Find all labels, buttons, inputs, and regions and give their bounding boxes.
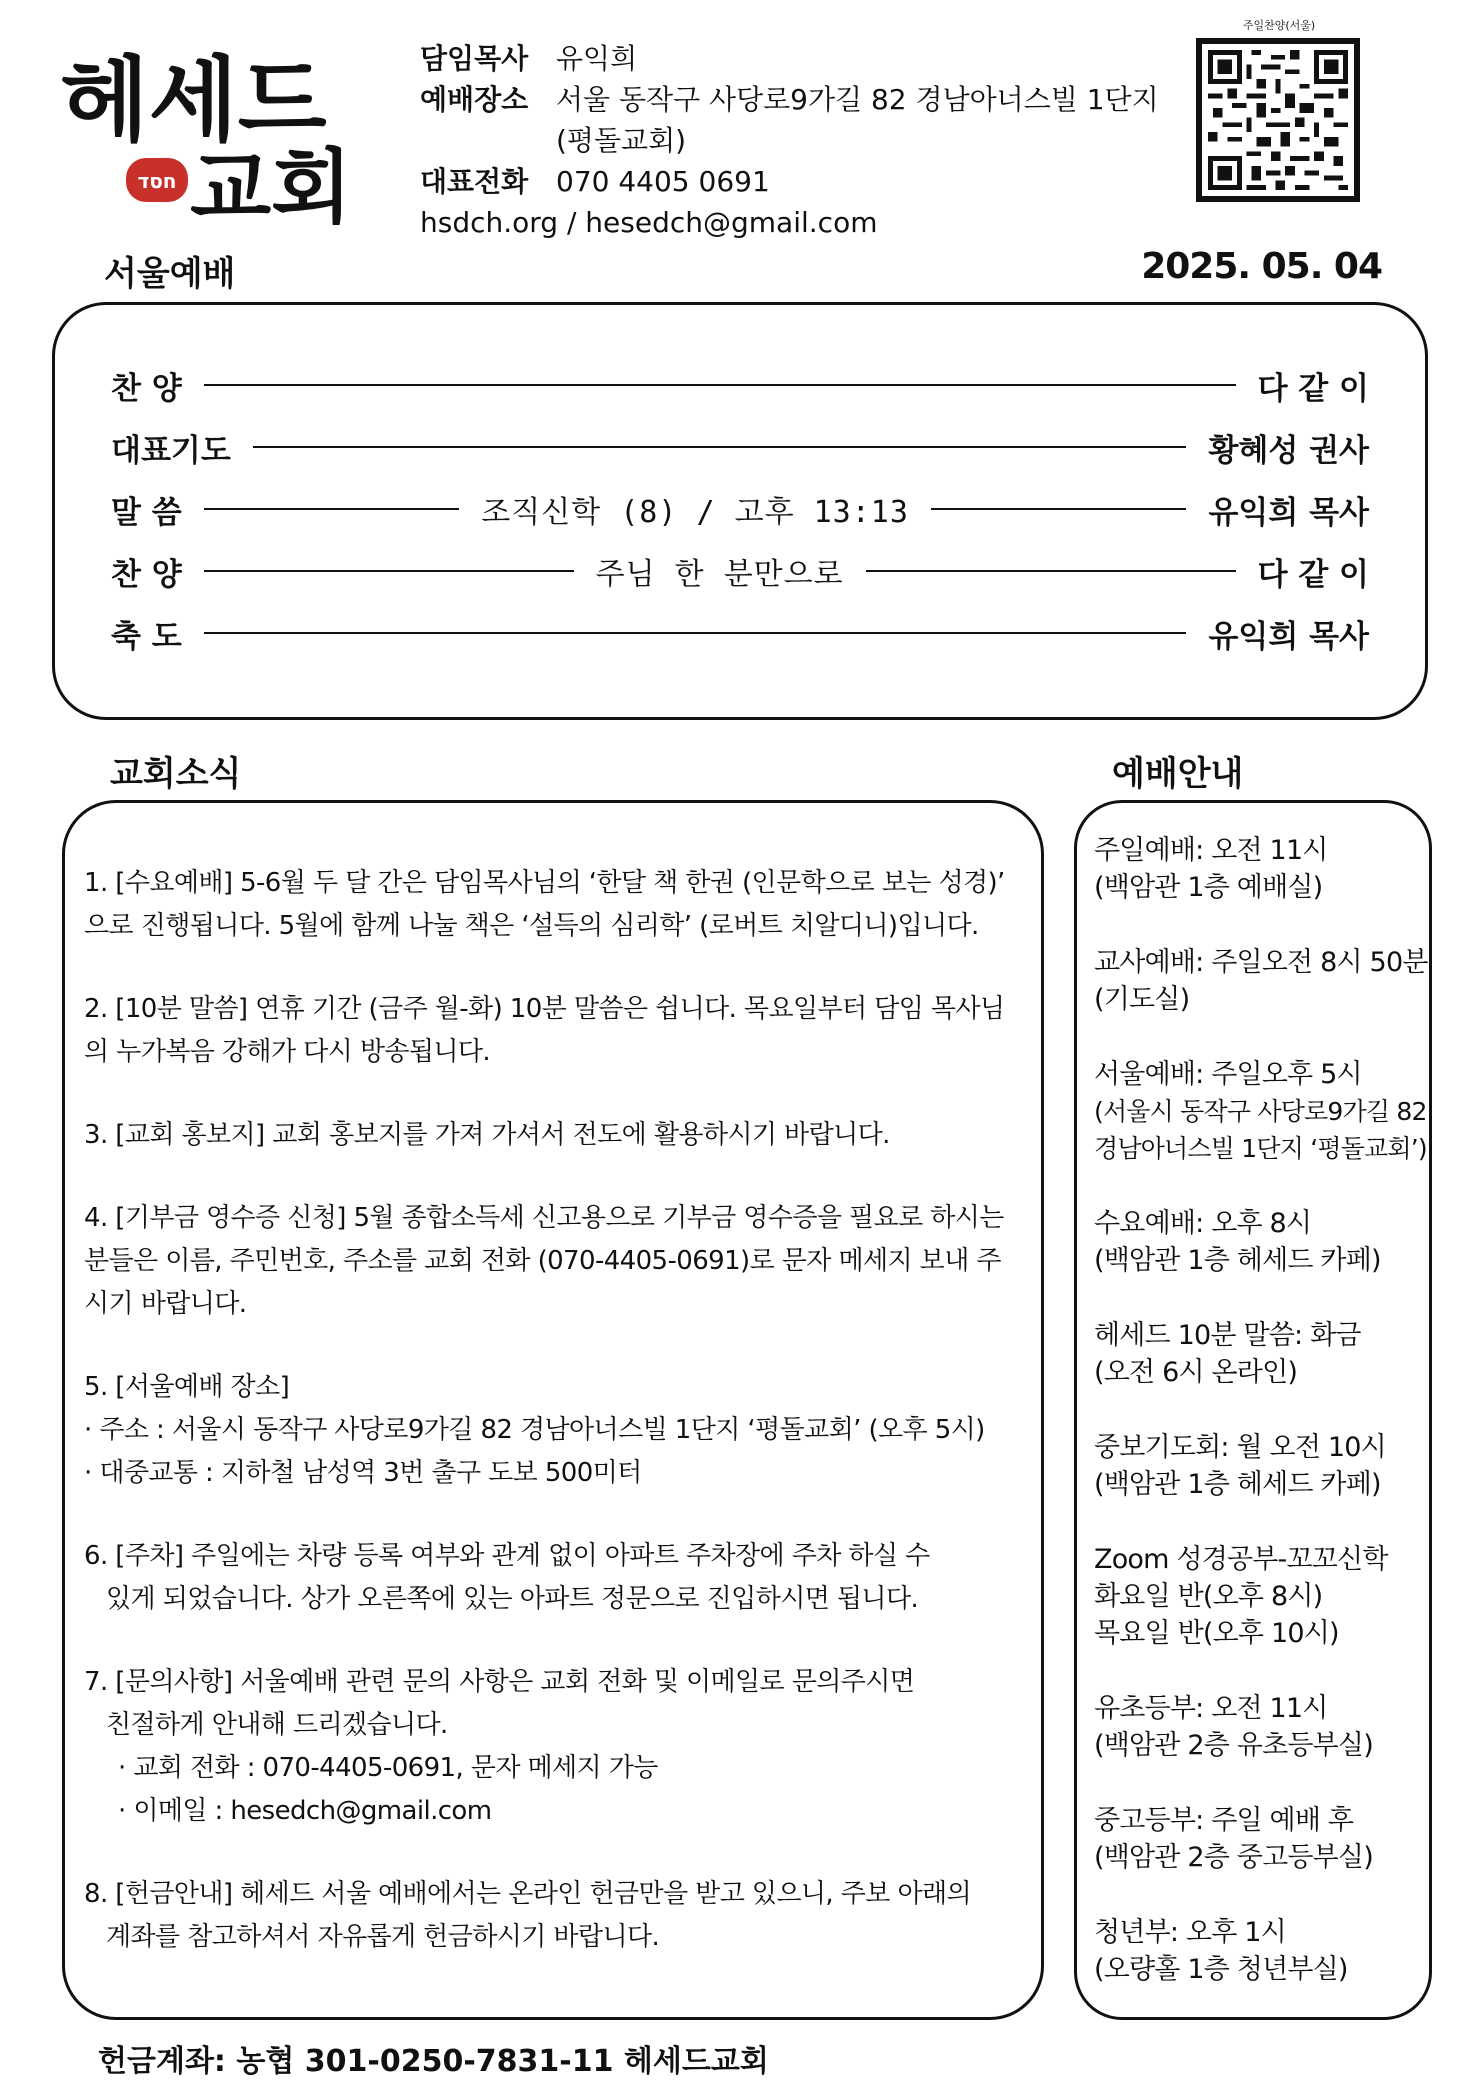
news-line: 있게 되었습니다. 상가 오른쪽에 있는 아파트 정문으로 진입하시면 됩니다. <box>106 1584 919 1614</box>
news-item <box>84 1366 1024 1495</box>
svg-text:חסד: חסד <box>137 169 177 193</box>
news-line: 4. [기부금 영수증 신청] 5월 종합소득세 신고용으로 기부금 영수증을 필요로 하시는 <box>84 1203 1004 1233</box>
guide-item <box>1094 944 1428 1018</box>
leader-line <box>204 570 574 572</box>
guide-line: 헤세드 10분 말씀: 화금 <box>1094 1320 1361 1351</box>
guide-line: (백암관 1층 헤세드 카페) <box>1094 1469 1381 1500</box>
guide-item <box>1094 1802 1424 1876</box>
order-content: 주님 한 분만으로 <box>595 557 844 592</box>
order-leader: 유익희 목사 <box>1208 618 1369 655</box>
location-line2: (평돌교회) <box>556 124 687 157</box>
news-line: 계좌를 참고하셔서 자유롭게 헌금하시기 바랍니다. <box>106 1922 660 1952</box>
news-item <box>84 862 1024 948</box>
order-content: 조직신학 (8) / 고후 13:13 <box>481 495 909 530</box>
worship-order-panel <box>52 302 1428 720</box>
guide-item <box>1094 1914 1424 1988</box>
guide-line: 주일예배: 오전 11시 <box>1094 835 1328 866</box>
order-leader: 다 같 이 <box>1257 370 1369 407</box>
pastor-label: 담임목사 <box>420 42 529 75</box>
web-contact[interactable]: hsdch.org / hesedch@gmail.com <box>420 206 878 239</box>
order-leader: 다 같 이 <box>1257 556 1370 593</box>
news-item <box>84 1873 1024 1959</box>
news-line: · 주소 : 서울시 동작구 사당로9가길 82 경남아너스빌 1단지 ‘평돌교회’ (오후 5시) <box>84 1415 985 1445</box>
leader-line <box>931 508 1187 510</box>
guide-line: (백암관 2층 유초등부실) <box>1094 1730 1373 1761</box>
order-label: 말 씀 <box>111 494 182 531</box>
phone-value: 070 4405 0691 <box>556 165 770 198</box>
guide-line: 중보기도회: 월 오전 10시 <box>1094 1432 1386 1463</box>
order-row <box>111 549 1369 593</box>
guide-line: 목요일 반(오후 10시) <box>1094 1618 1339 1649</box>
news-line: 친절하게 안내해 드리겠습니다. <box>106 1710 448 1740</box>
guide-line: Zoom 성경공부-꼬꼬신학 <box>1094 1544 1388 1575</box>
leader-line <box>253 446 1187 448</box>
guide-line: (백암관 1층 예배실) <box>1094 872 1323 903</box>
order-row <box>111 425 1369 469</box>
order-label: 찬 양 <box>111 556 182 593</box>
guide-line: 화요일 반(오후 8시) <box>1094 1581 1323 1612</box>
news-line: 6. [주차] 주일에는 차량 등록 여부와 관계 없이 아파트 주차장에 주차 하실 수 <box>84 1541 930 1571</box>
news-line: 의 누가복음 강해가 다시 방송됩니다. <box>84 1037 491 1067</box>
guide-list <box>1094 832 1428 2026</box>
leader-line <box>204 632 1187 634</box>
news-line: 으로 진행됩니다. 5월에 함께 나눌 책은 ‘설득의 심리학’ (로버트 치알디니)입니다. <box>84 911 979 941</box>
service-title: 서울예배 <box>104 254 236 294</box>
news-item <box>84 1114 1024 1157</box>
guide-item <box>1094 832 1424 906</box>
guide-line: 유초등부: 오전 11시 <box>1094 1693 1328 1724</box>
news-line: · 대중교통 : 지하철 남성역 3번 출구 도보 500미터 <box>84 1458 642 1488</box>
guide-item <box>1094 1317 1424 1391</box>
order-label: 찬 양 <box>111 370 182 407</box>
news-line: 7. [문의사항] 서울예배 관련 문의 사항은 교회 전화 및 이메일로 문의주시면 <box>84 1667 915 1697</box>
news-line: 3. [교회 홍보지] 교회 홍보지를 가져 가셔서 전도에 활용하시기 바랍니다. <box>84 1120 890 1150</box>
church-info <box>420 38 1159 243</box>
guide-line: (오량홀 1층 청년부실) <box>1094 1954 1348 1985</box>
church-logo-image <box>60 40 380 225</box>
qr-block <box>1196 18 1362 202</box>
qr-code-icon[interactable] <box>1196 38 1360 202</box>
guide-line: 청년부: 오후 1시 <box>1094 1917 1286 1948</box>
order-leader: 황혜성 권사 <box>1208 432 1369 469</box>
leader-line <box>204 384 1236 386</box>
news-line: 8. [헌금안내] 헤세드 서울 예배에서는 온라인 헌금만을 받고 있으니, 주보 아래의 <box>84 1879 972 1909</box>
offering-account: 헌금계좌: 농협 301-0250-7831-11 헤세드교회 <box>98 2044 769 2079</box>
news-line: 5. [서울예배 장소] <box>84 1372 290 1402</box>
guide-line: (백암관 2층 중고등부실) <box>1094 1842 1373 1873</box>
guide-item <box>1094 1690 1424 1764</box>
guide-line: (서울시 동작구 사당로9가길 82 <box>1094 1097 1427 1126</box>
guide-line: 서울예배: 주일오후 5시 <box>1094 1059 1362 1090</box>
leader-line <box>866 570 1236 572</box>
guide-item <box>1094 1541 1424 1652</box>
order-row <box>111 363 1369 407</box>
svg-text:헤세드: 헤세드 <box>60 47 327 154</box>
guide-line: 수요예배: 오후 8시 <box>1094 1208 1312 1239</box>
news-item <box>84 988 1024 1074</box>
news-line: 2. [10분 말씀] 연휴 기간 (금주 월-화) 10분 말씀은 쉽니다. 목요일부터 담임 목사님 <box>84 994 1005 1024</box>
svg-text:교회: 교회 <box>190 140 353 225</box>
guide-line: 교사예배: 주일오전 8시 50분 <box>1094 947 1428 978</box>
news-line: · 이메일 : hesedch@gmail.com <box>118 1796 492 1826</box>
news-line: 분들은 이름, 주민번호, 주소를 교회 전화 (070-4405-0691)로 문자 메세지 보내 주 <box>84 1246 1001 1276</box>
news-list <box>84 862 1024 1959</box>
news-item <box>84 1197 1024 1326</box>
guide-line: (기도실) <box>1094 984 1190 1015</box>
phone-label: 대표전화 <box>420 165 529 198</box>
guide-item <box>1094 1429 1424 1503</box>
news-line: · 교회 전화 : 070-4405-0691, 문자 메세지 가능 <box>118 1753 658 1783</box>
location-label: 예배장소 <box>420 83 529 116</box>
news-item <box>84 1661 1024 1833</box>
qr-caption: 주일찬양(서울) <box>1242 19 1316 32</box>
guide-line: 중고등부: 주일 예배 후 <box>1094 1805 1354 1836</box>
leader-line <box>204 508 460 510</box>
news-title: 교회소식 <box>110 754 242 794</box>
order-label: 대표기도 <box>111 432 231 469</box>
order-leader: 유익희 목사 <box>1208 494 1369 531</box>
guide-line: 경남아너스빌 1단지 ‘평돌교회’) <box>1094 1134 1427 1163</box>
order-row <box>111 487 1369 531</box>
order-row <box>111 611 1369 655</box>
guide-title: 예배안내 <box>1112 754 1244 794</box>
order-label: 축 도 <box>111 618 182 655</box>
guide-line: (백암관 1층 헤세드 카페) <box>1094 1245 1381 1276</box>
news-item <box>84 1535 1024 1621</box>
guide-line: (오전 6시 온라인) <box>1094 1357 1298 1388</box>
church-logo <box>60 40 380 225</box>
location-line1: 서울 동작구 사당로9가길 82 경남아너스빌 1단지 <box>556 83 1159 116</box>
guide-item <box>1094 1205 1424 1279</box>
news-line: 시기 바랍니다. <box>84 1289 247 1319</box>
guide-item <box>1094 1056 1427 1167</box>
news-line: 1. [수요예배] 5-6월 두 달 간은 담임목사님의 ‘한달 책 한권 (인문학으로 보는 성경)’ <box>84 868 1005 898</box>
pastor-value: 유익희 <box>556 42 638 75</box>
service-date: 2025. 05. 04 <box>1141 246 1382 287</box>
